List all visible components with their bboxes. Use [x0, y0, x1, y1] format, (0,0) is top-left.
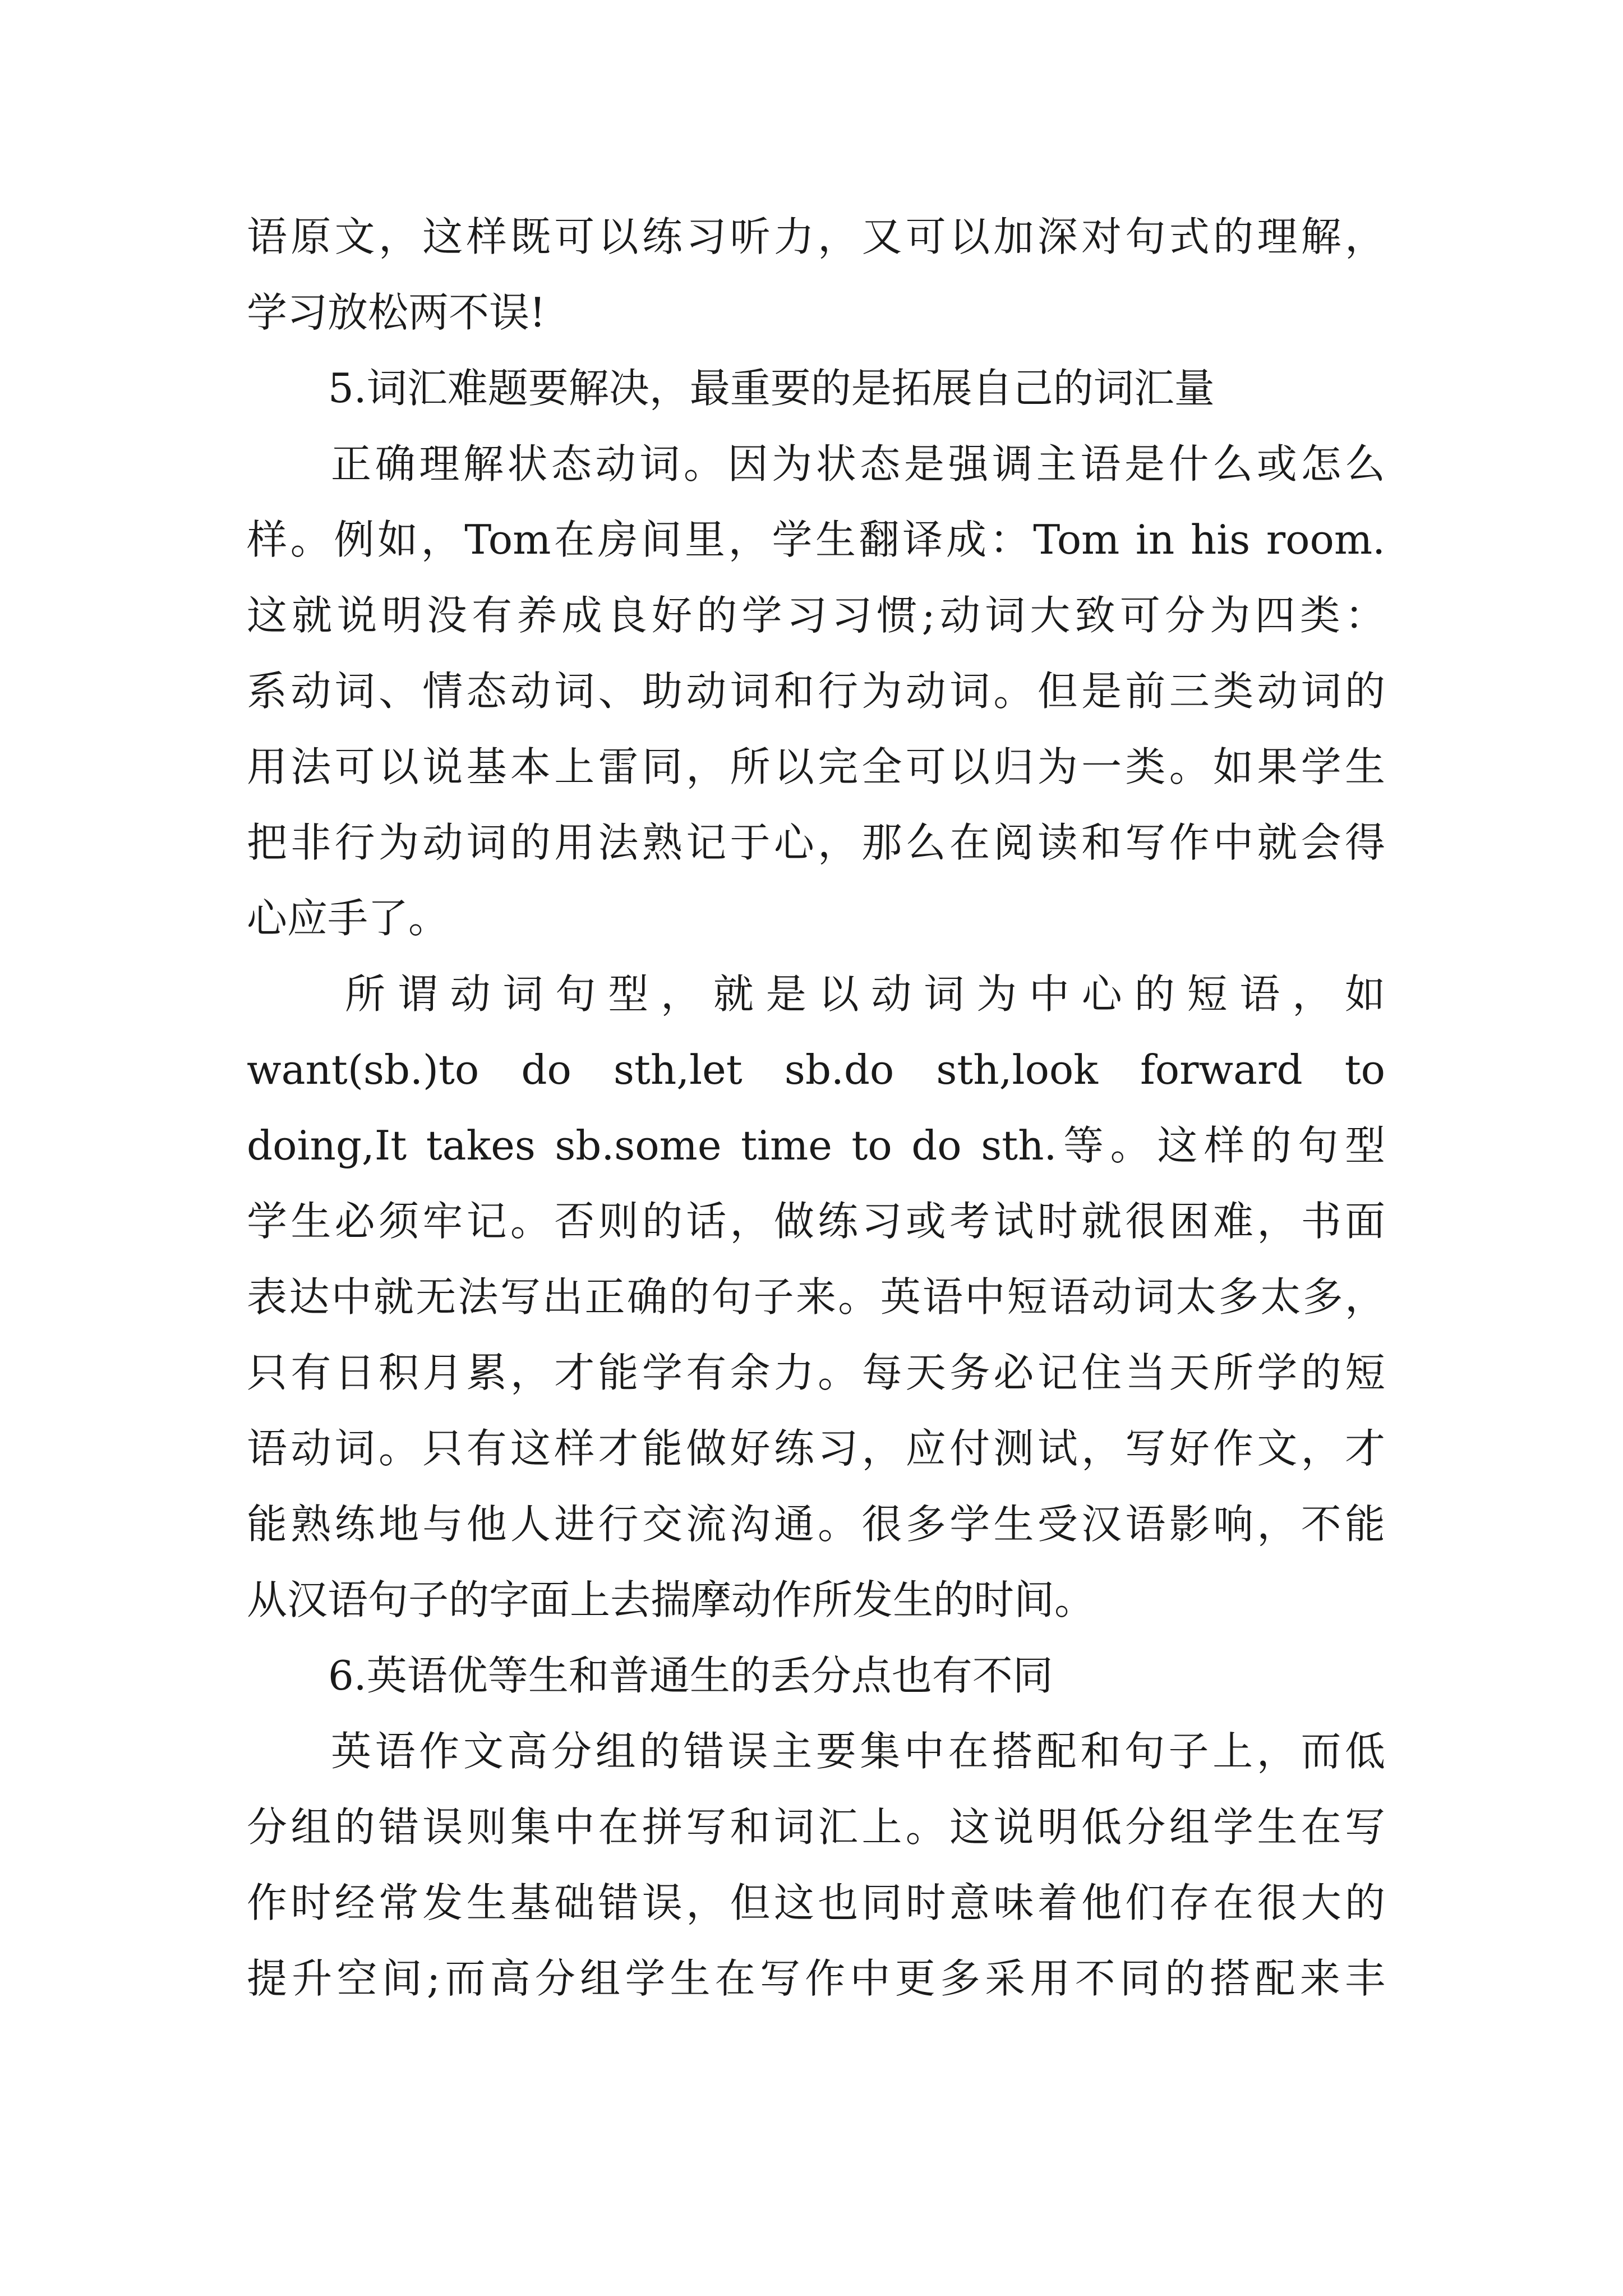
text-line: 从汉语句子的字面上去揣摩动作所发生的时间。: [247, 1576, 1095, 1623]
text-line: 能熟练地与他人进行交流沟通。很多学生受汉语影响，不能: [247, 1501, 1385, 1548]
text-line: 作时经常发生基础错误，但这也同时意味着他们存在很大的: [247, 1879, 1385, 1926]
text-line: 系动词、情态动词、助动词和行为动词。但是前三类动词的: [247, 668, 1385, 715]
document-page: [247, 199, 1385, 2017]
section-heading: 5.词汇难题要解决，最重要的是拓展自己的词汇量: [328, 365, 1215, 412]
text-line: 语原文，这样既可以练习听力，又可以加深对句式的理解，: [247, 213, 1385, 260]
text-line: 表达中就无法写出正确的句子来。英语中短语动词太多太多，: [247, 1273, 1385, 1320]
text-line: 学习放松两不误!: [247, 289, 546, 336]
text-line: want(sb.)to do sth,let sb.do sth,look forward to: [247, 1046, 1385, 1093]
text-line: 心应手了。: [247, 895, 449, 942]
text-line: 把非行为动词的用法熟记于心，那么在阅读和写作中就会得: [247, 819, 1385, 866]
text-line: 样。例如，Tom在房间里，学生翻译成：Tom in his room.: [247, 516, 1385, 563]
text-line: 正确理解状态动词。因为状态是强调主语是什么或怎么: [331, 440, 1385, 487]
text-line: 用法可以说基本上雷同，所以完全可以归为一类。如果学生: [247, 743, 1385, 790]
text-line: doing,It takes sb.some time to do sth.等。这样的句型: [247, 1122, 1385, 1169]
text-line: 所谓动词句型，就是以动词为中心的短语，如: [345, 970, 1385, 1018]
section-heading: 6.英语优等生和普通生的丢分点也有不同: [328, 1652, 1053, 1699]
text-line: 这就说明没有养成良好的学习习惯;动词大致可分为四类：: [247, 592, 1385, 639]
text-line: 只有日积月累，才能学有余力。每天务必记住当天所学的短: [247, 1349, 1385, 1396]
text-line: 英语作文高分组的错误主要集中在搭配和句子上，而低: [331, 1728, 1385, 1775]
text-line: 提升空间;而高分组学生在写作中更多采用不同的搭配来丰: [247, 1955, 1385, 2002]
text-line: 学生必须牢记。否则的话，做练习或考试时就很困难，书面: [247, 1198, 1385, 1245]
text-line: 分组的错误则集中在拼写和词汇上。这说明低分组学生在写: [247, 1803, 1385, 1851]
text-line: 语动词。只有这样才能做好练习，应付测试，写好作文，才: [247, 1425, 1385, 1472]
